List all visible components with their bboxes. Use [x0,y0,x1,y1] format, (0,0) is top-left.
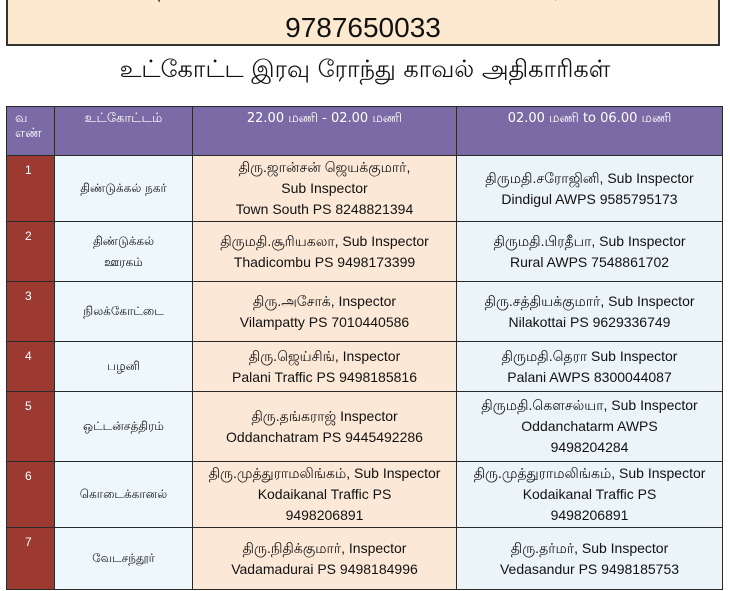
helpline-banner [6,0,720,46]
officer-detail-line: Palani AWPS 8300044087 [507,368,672,385]
officer-detail-line: Vilampatty PS 7010440586 [239,313,410,330]
helpline-phone: 9787650033 [285,12,441,43]
table-row [7,156,723,222]
subdivision-name: ஒட்டன்சத்திரம் [55,392,193,462]
header-serial-no: வ எண் [7,107,55,156]
officer-detail-line: 9498206891 [550,507,629,523]
officer-detail-line: Oddanchatram PS 9445492286 [226,428,423,445]
subdivision-name: பழனி [55,342,193,392]
shift-1-officer [193,528,457,590]
shift-1-officer [193,342,457,392]
serial-no: 3 [7,282,55,342]
shift-1-officer [193,462,457,528]
officer-detail-line: திரு.முத்துராமலிங்கம், Sub Inspector [208,465,441,481]
serial-no: 4 [7,342,55,392]
officer-detail-line: திரு.நிதிக்குமார், Inspector [242,539,407,556]
shift-2-officer [457,156,723,222]
shift-2-officer [457,392,723,462]
serial-no: 6 [7,462,55,528]
subdivision-name: வேடசந்தூர் [55,528,193,590]
table-row [7,282,723,342]
shift-2-officer [457,282,723,342]
shift-1-officer [193,392,457,462]
table-row [7,342,723,392]
officer-detail-line: Nilakottai PS 9629336749 [508,313,671,330]
subdivision-name: நிலக்கோட்டை [55,282,193,342]
shift-2-officer [457,342,723,392]
header-shift-2: 02.00 மணி to 06.00 மணி [457,107,723,156]
officer-detail-line: திரு.தர்மர், Sub Inspector [510,539,669,556]
table-header-row [7,107,723,156]
table-row [7,462,723,528]
patrol-officers-table [6,106,723,590]
subdivision-name: கொடைக்கானல் [55,462,193,528]
shift-2-officer [457,462,723,528]
serial-no: 5 [7,392,55,462]
officer-detail-line: திரு.தங்கராஜ் Inspector [251,407,398,424]
serial-no: 1 [7,156,55,222]
subdivision-name: திண்டுக்கல் நகர் [55,156,193,222]
officer-detail-line: திரு.சத்தியக்குமார், Sub Inspector [484,292,695,309]
officer-detail-line: திருமதி.சூரியகலா, Sub Inspector [220,232,429,249]
shift-1-officer [193,222,457,282]
officer-detail-line: Rural AWPS 7548861702 [509,253,670,270]
subdivision-name: திண்டுக்கல் ஊரகம் [55,222,193,282]
header-shift-1: 22.00 மணி - 02.00 மணி [193,107,457,156]
officer-detail-line: திரு.அசோக், Inspector [252,292,397,309]
serial-no: 7 [7,528,55,590]
officer-detail-line: திருமதி.கௌசல்யா, Sub Inspector [481,397,698,413]
officer-detail-line: Vedasandur PS 9498185753 [499,560,680,577]
officer-detail-line: திருமதி.சரோஜினி, Sub Inspector [485,169,694,186]
officer-detail-line: Dindigul AWPS 9585795173 [501,190,678,207]
officer-detail-line: Oddanchatarm AWPS [521,418,658,434]
header-subdivision: உட்கோட்டம் [55,107,193,156]
table-row [7,392,723,462]
officer-detail-line: 9498206891 [285,507,364,523]
officer-detail-line: Town South PS 8248821394 [235,201,414,217]
officer-detail-line: திரு.ஜான்சன் ஜெயக்குமார், [238,159,411,175]
officer-detail-line: திரு.முத்துராமலிங்கம், Sub Inspector [473,465,706,481]
shift-1-officer [193,156,457,222]
serial-no: 2 [7,222,55,282]
officer-detail-line: Vadamadurai PS 9498184996 [231,560,418,577]
officer-detail-line: திருமதி.தெரா Sub Inspector [501,347,678,364]
shift-2-officer [457,222,723,282]
officer-detail-line: திரு.ஜெய்சிங், Inspector [248,347,401,364]
officer-detail-line: திருமதி.பிரதீபா, Sub Inspector [493,232,686,249]
officer-detail-line: 9498204284 [550,439,629,455]
officer-detail-line: Sub Inspector [281,180,368,196]
page-title: உட்கோட்ட இரவு ரோந்து காவல் அதிகாரிகள் [119,55,611,83]
officer-detail-line: Kodaikanal Traffic PS [257,486,392,502]
officer-detail-line: Palani Traffic PS 9498185816 [232,368,417,385]
officer-detail-line: Kodaikanal Traffic PS [522,486,657,502]
table-row [7,222,723,282]
table-row [7,528,723,590]
shift-1-officer [193,282,457,342]
officer-detail-line: Thadicombu PS 9498173399 [233,253,416,270]
shift-2-officer [457,528,723,590]
